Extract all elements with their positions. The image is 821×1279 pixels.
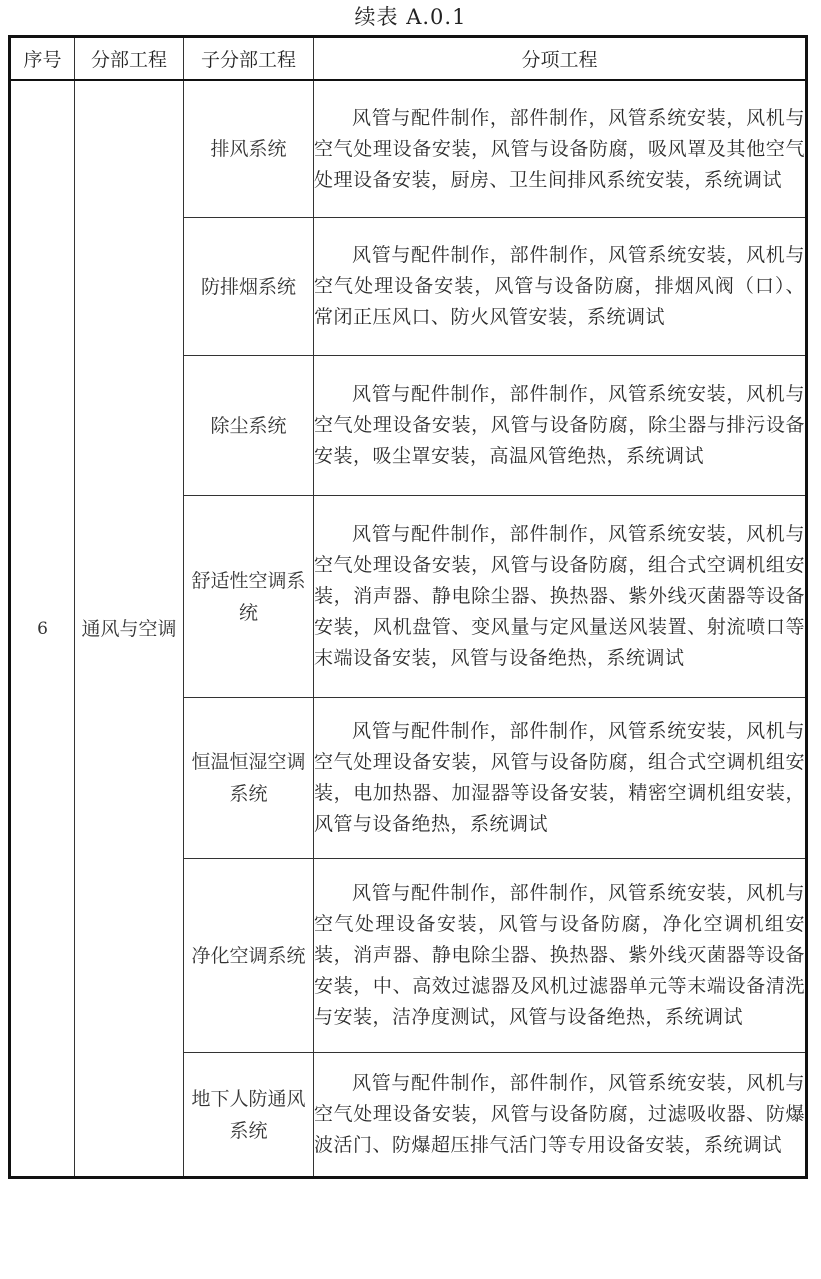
item-list: 风管与配件制作，部件制作，风管系统安装，风机与空气处理设备安装，风管与设备防腐，组合式空调机组安装，电加热器、加湿器等设备安装，精密空调机组安装，风管与设备绝热，系统调试: [314, 698, 807, 859]
subdivision-name: 防排烟系统: [184, 218, 314, 356]
subdivision-name: 净化空调系统: [184, 859, 314, 1053]
division-name: 通风与空调: [75, 80, 184, 1178]
table-header-row: [10, 37, 807, 81]
item-list: 风管与配件制作，部件制作，风管系统安装，风机与空气处理设备安装，风管与设备防腐，过滤吸收器、防爆波活门、防爆超压排气活门等专用设备安装，系统调试: [314, 1053, 807, 1178]
item-list: 风管与配件制作，部件制作，风管系统安装，风机与空气处理设备安装，风管与设备防腐，吸风罩及其他空气处理设备安装，厨房、卫生间排风系统安装，系统调试: [314, 80, 807, 218]
row-number: 6: [10, 80, 75, 1178]
subdivision-name: 恒温恒湿空调系统: [184, 698, 314, 859]
subdivision-name: 舒适性空调系统: [184, 496, 314, 698]
subdivision-name: 排风系统: [184, 80, 314, 218]
item-list: 风管与配件制作，部件制作，风管系统安装，风机与空气处理设备安装，风管与设备防腐，除尘器与排污设备安装，吸尘罩安装，高温风管绝热，系统调试: [314, 356, 807, 496]
header-division: 分部工程: [75, 37, 184, 81]
header-subdivision: 子分部工程: [184, 37, 314, 81]
subdivision-table: [8, 35, 808, 1179]
item-list: 风管与配件制作，部件制作，风管系统安装，风机与空气处理设备安装，风管与设备防腐，净化空调机组安装，消声器、静电除尘器、换热器、紫外线灭菌器等设备安装，中、高效过滤器及风机过滤器单元等末端设备清洗与安装，洁净度测试，风管与设备绝热，系统调试: [314, 859, 807, 1053]
item-list: 风管与配件制作，部件制作，风管系统安装，风机与空气处理设备安装，风管与设备防腐，组合式空调机组安装，消声器、静电除尘器、换热器、紫外线灭菌器等设备安装，风机盘管、变风量与定风量送风装置、射流喷口等末端设备安装，风管与设备绝热，系统调试: [314, 496, 807, 698]
table-row: [10, 80, 807, 218]
subdivision-name: 除尘系统: [184, 356, 314, 496]
table-caption: 续表 A.0.1: [354, 5, 467, 29]
header-number: 序号: [10, 37, 75, 81]
header-items: 分项工程: [314, 37, 807, 81]
item-list: 风管与配件制作，部件制作，风管系统安装，风机与空气处理设备安装，风管与设备防腐，排烟风阀（口）、常闭正压风口、防火风管安装，系统调试: [314, 218, 807, 356]
subdivision-name: 地下人防通风系统: [184, 1053, 314, 1178]
